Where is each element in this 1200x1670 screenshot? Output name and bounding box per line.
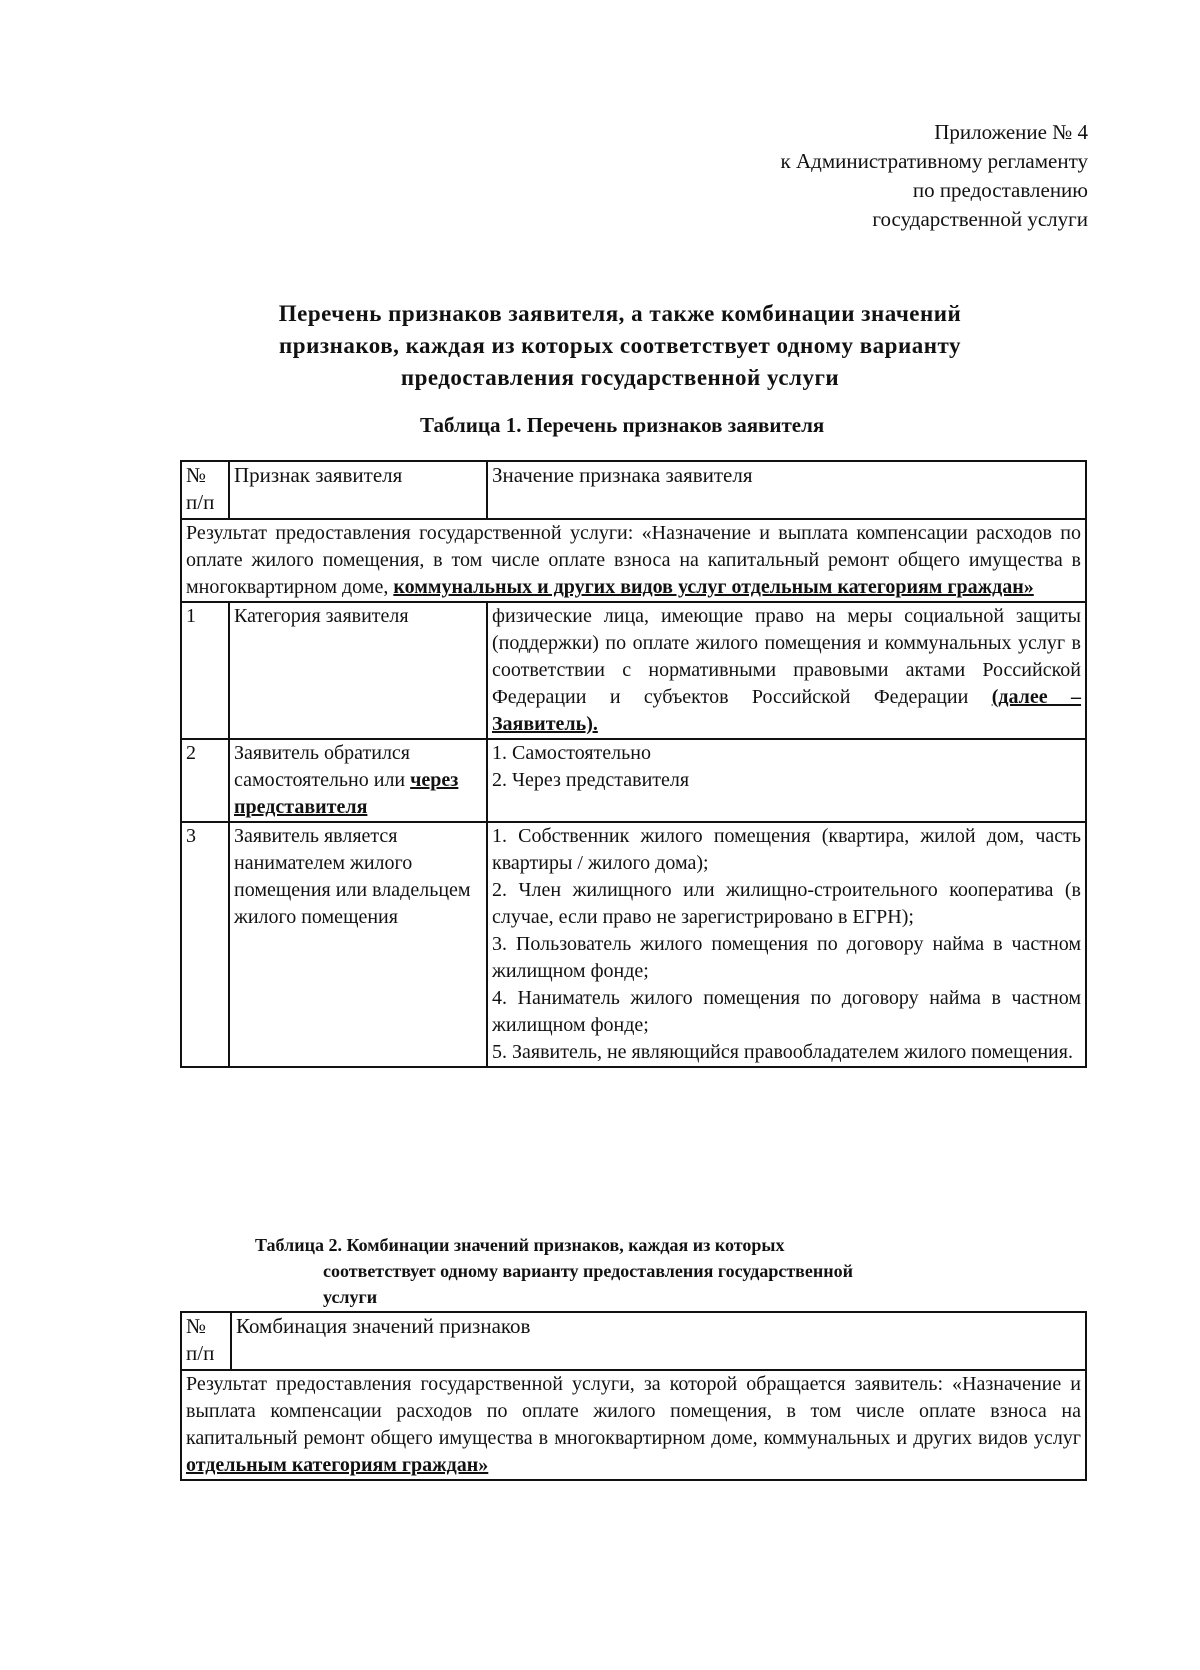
result-text: Результат предоставления государственной услуги, за которой обращается заявитель: «Назначение и выплата компенсации расходов по оплате жилого помещения, в том числе оплате взноса на капитальный ремонт общего имущества в многоквартирном доме, коммунальных и других видов услуг	[186, 1373, 1081, 1449]
table-row	[181, 739, 1086, 822]
header-number: № п/п	[181, 461, 229, 519]
row-feature-text: Заявитель обратился самостоятельно или	[234, 742, 410, 791]
table2	[180, 1311, 1087, 1481]
option-item: 1. Самостоятельно	[492, 742, 651, 764]
document-title	[180, 298, 1060, 394]
table1-caption: Таблица 1. Перечень признаков заявителя	[420, 413, 825, 437]
title-line: предоставления государственной услуги	[400, 365, 840, 390]
header-combination: Комбинация значений признаков	[231, 1312, 1086, 1370]
row-feature: Заявитель является нанимателем жилого помещения или владельцем жилого помещения	[229, 822, 487, 1067]
result-cell	[181, 519, 1086, 602]
row-feature	[229, 739, 487, 822]
result-text: Результат предоставления государственной услуги: «Назначение и выплата компенсации расходов по оплате жилого помещения, в том числе оплате взноса на капитальный ремонт общего имущества в многоквартирном доме,	[186, 522, 1081, 598]
table-row	[181, 602, 1086, 739]
row-value-text: физические лица, имеющие право на меры социальной защиты (поддержки) по оплате жилого помещения и коммунальных услуг в соответствии с нормативными правовыми актами Российской Федерации и субъектов Российской Федерации	[492, 605, 1081, 708]
appendix-line: по предоставлению	[912, 178, 1088, 202]
header-value: Значение признака заявителя	[487, 461, 1086, 519]
caption-line: Таблица 2. Комбинации значений признаков, каждая из которых	[255, 1235, 785, 1255]
caption-line: услуги	[323, 1287, 378, 1307]
option-item: 1. Собственник жилого помещения (квартира, жилой дом, часть квартиры / жилого дома);	[492, 825, 1081, 874]
row-feature: Категория заявителя	[229, 602, 487, 739]
table1	[180, 460, 1087, 1068]
result-text-bold: отдельным категориям граждан»	[186, 1454, 489, 1476]
header-feature: Признак заявителя	[229, 461, 487, 519]
header-number: № п/п	[181, 1312, 231, 1370]
table-row	[181, 822, 1086, 1067]
result-text-bold: коммунальных и других видов услуг отдельным категориям граждан»	[393, 576, 1034, 598]
option-item: 2. Через представителя	[492, 769, 690, 791]
appendix-line: к Административному регламенту	[780, 149, 1088, 173]
row-value	[487, 739, 1086, 822]
title-line: признаков, каждая из которых соответствует одному варианту	[279, 333, 961, 358]
table-header-row	[181, 1312, 1086, 1370]
appendix-line: государственной услуги	[872, 207, 1088, 231]
table-header-row	[181, 461, 1086, 519]
option-item: 5. Заявитель, не являющийся правообладателем жилого помещения.	[492, 1041, 1073, 1063]
appendix-header	[781, 118, 1088, 234]
result-cell	[181, 1370, 1086, 1480]
row-value	[487, 822, 1086, 1067]
row-feature-bold: через представителя	[234, 769, 459, 818]
title-line: Перечень признаков заявителя, а также комбинации значений	[278, 301, 962, 326]
row-number: 2	[181, 739, 229, 822]
row-value-bold: (далее – Заявитель).	[492, 686, 1082, 735]
row-number: 3	[181, 822, 229, 1067]
option-item: 3. Пользователь жилого помещения по договору найма в частном жилищном фонде;	[492, 933, 1081, 982]
option-item: 4. Наниматель жилого помещения по договору найма в частном жилищном фонде;	[492, 987, 1081, 1036]
option-item: 2. Член жилищного или жилищно-строительного кооператива (в случае, если право не зарегистрировано в ЕГРН);	[492, 879, 1081, 928]
appendix-line: Приложение № 4	[934, 120, 1088, 144]
row-value	[487, 602, 1086, 739]
table2-caption	[255, 1232, 1055, 1310]
table-result-row	[181, 519, 1086, 602]
table-result-row	[181, 1370, 1086, 1480]
row-number: 1	[181, 602, 229, 739]
caption-line: соответствует одному варианту предоставления государственной	[323, 1261, 853, 1281]
